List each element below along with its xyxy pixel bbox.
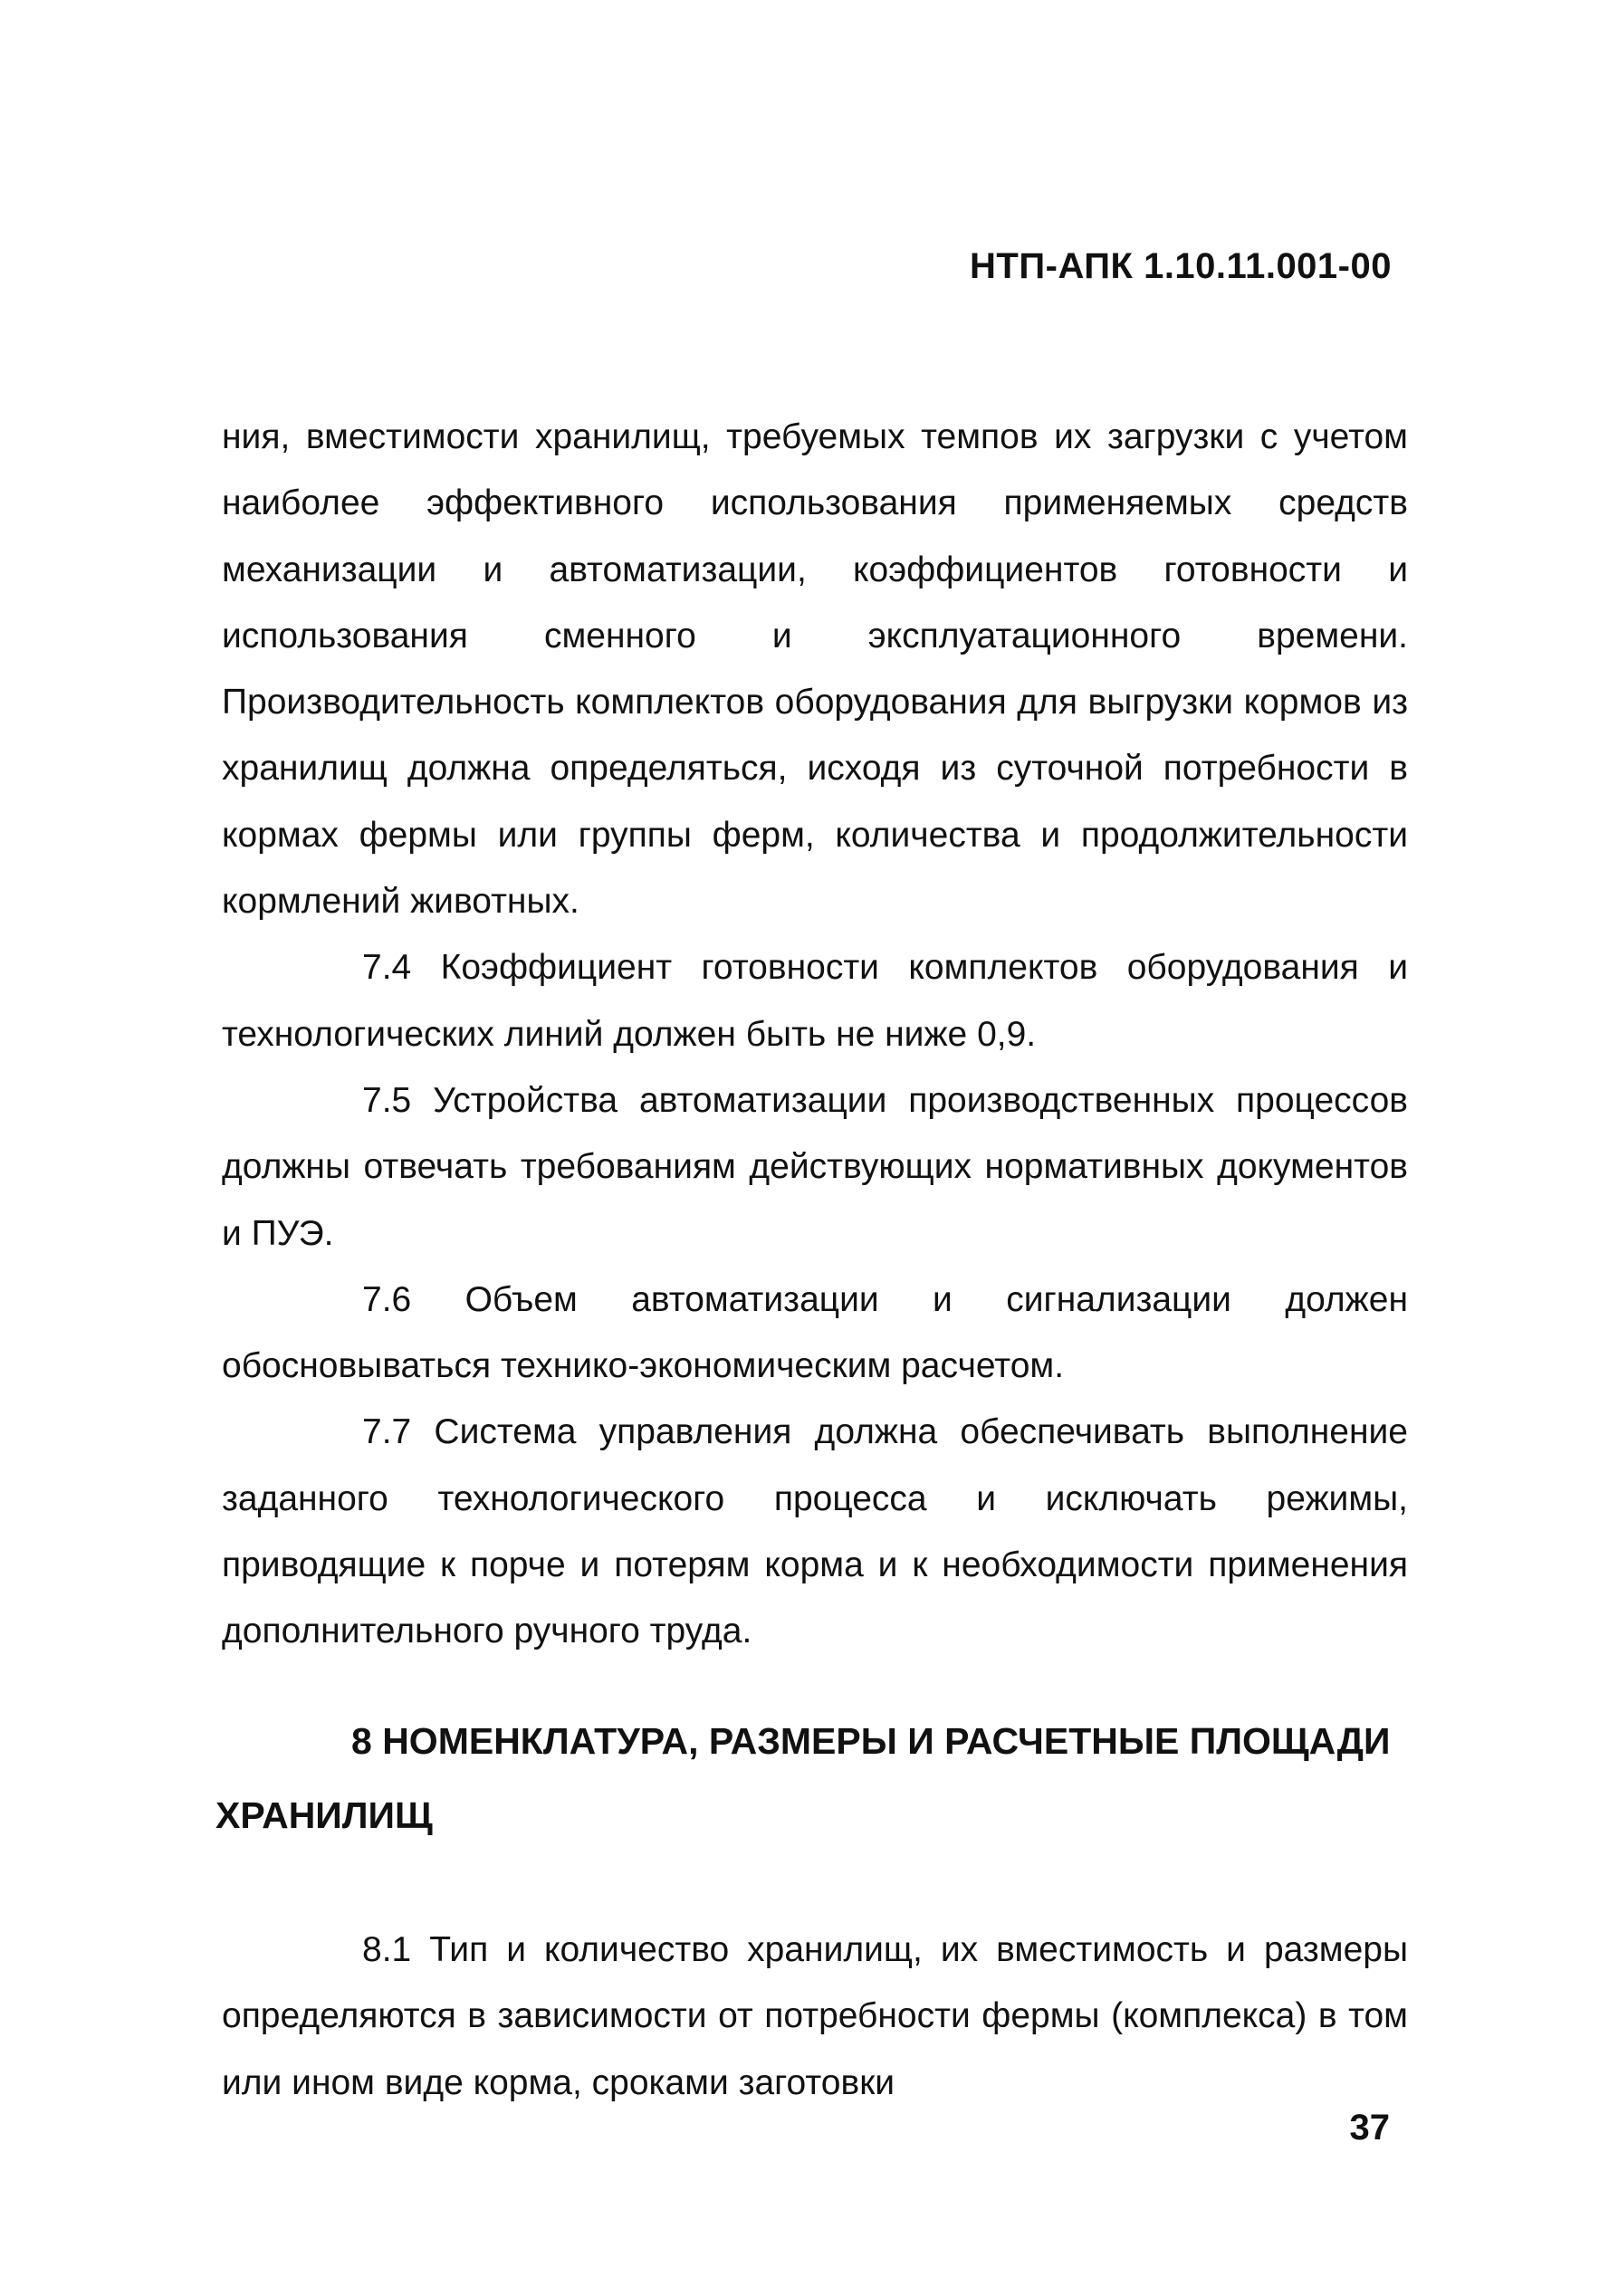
paragraph-7-4: 7.4 Коэффициент готовности комплектов оборудования и технологических линий должен быть не ниже 0,9. [222, 948, 1408, 1054]
paragraph-7-5: 7.5 Устройства автоматизации производственных процессов должны отвечать требованиям действующих нормативных документов и ПУЭ. [222, 1080, 1408, 1253]
document-code: НТП-АПК 1.10.11.001-00 [970, 246, 1392, 286]
page-number: 37 [1349, 2108, 1390, 2148]
paragraph-8-1: 8.1 Тип и количество хранилищ, их вместимость и размеры определяются в зависимости от потребности фермы (комплекса) в том или ином виде корма, сроками заготовки [222, 1930, 1408, 2102]
section-8-heading: 8 НОМЕНКЛАТУРА, РАЗМЕРЫ И РАСЧЕТНЫЕ ПЛОЩАДИ ХРАНИЛИЩ [215, 1720, 1391, 1836]
section-7-text [222, 404, 1408, 1665]
paragraph-7-6: 7.6 Объем автоматизации и сигнализации должен обосновываться технико-экономическим расчетом. [222, 1279, 1408, 1386]
paragraph-7-7: 7.7 Система управления должна обеспечивать выполнение заданного технологического процесса и исключать режимы, приводящие к порче и потерям корма и к необходимости применения дополнительного ручного труда. [222, 1412, 1408, 1651]
paragraph-continuation: ния, вместимости хранилищ, требуемых темпов их загрузки с учетом наиболее эффективного использования применяемых средств механизации и автоматизации, коэффициентов готовности и использования сменного и эксплуатационного времени. Производительность комплектов оборудования для выгрузки кормов из хранилищ должна определяться, исходя из суточной потребности в кормах фермы или группы ферм, количества и продолжительности кормлений животных. [222, 417, 1408, 922]
section-8-text [222, 1917, 1408, 2116]
